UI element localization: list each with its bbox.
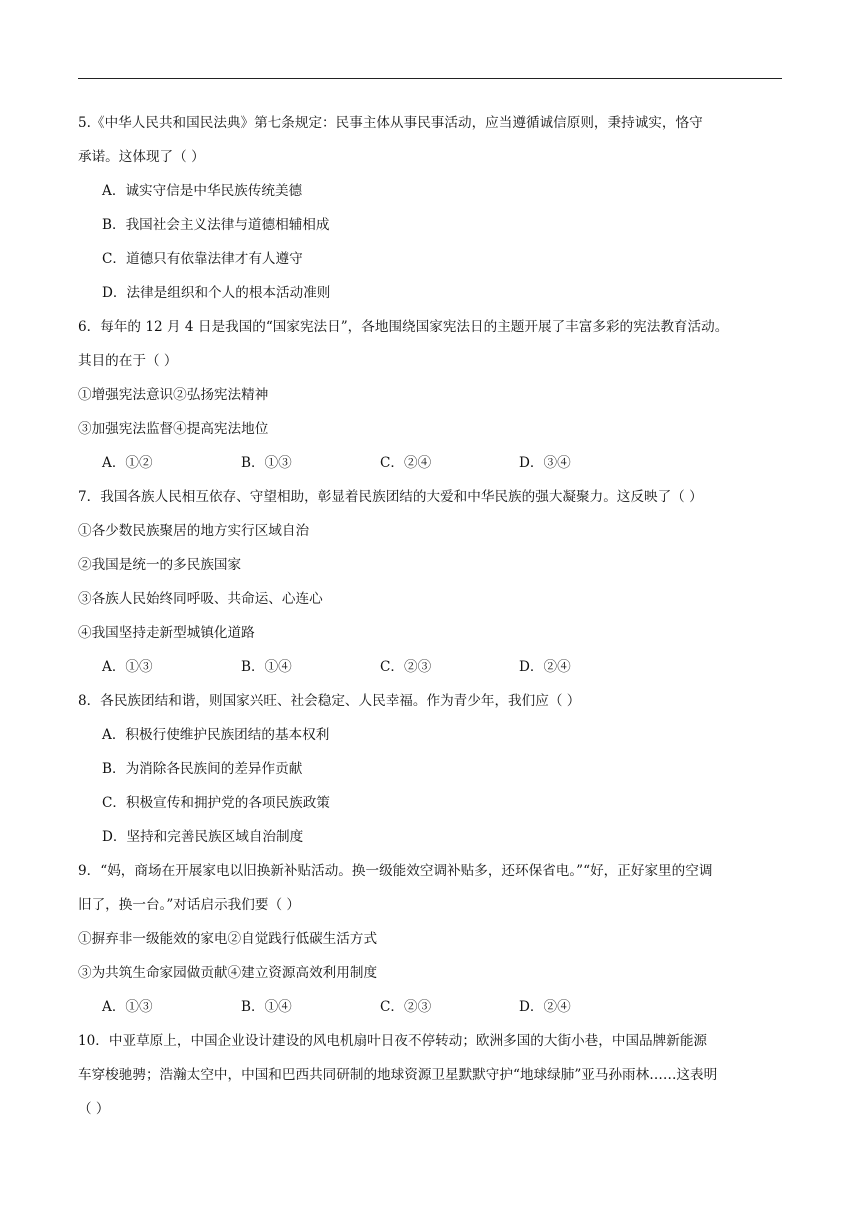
answer-option[interactable]: A．①③ [102,999,153,1015]
answer-option[interactable]: D．③④ [519,455,571,471]
answer-option[interactable]: C．道德只有依靠法律才有人遵守 [102,251,303,267]
answer-option[interactable]: C．②③ [380,659,432,675]
question-stem-line: 6．每年的 12 月 4 日是我国的“国家宪法日”，各地围绕国家宪法日的主题开展了丰富多彩的宪法教育活动。 [78,319,729,335]
question-6 [78,310,784,480]
answer-option[interactable]: B．①④ [241,999,292,1015]
answer-option[interactable]: B．①③ [241,455,292,471]
question-9 [78,854,784,1024]
answer-option[interactable]: A．诚实守信是中华民族传统美德 [102,183,303,199]
answer-options-row [78,650,784,684]
answer-option[interactable]: C．积极宣传和拥护党的各项民族政策 [102,795,330,811]
answer-option[interactable]: A．①② [102,455,153,471]
answer-options-row [78,990,784,1024]
question-5 [78,106,784,310]
answer-option[interactable]: B．我国社会主义法律与道德相辅相成 [102,217,330,233]
statement-line: ①增强宪法意识②弘扬宪法精神 [78,387,269,403]
statement-line: ④我国坚持走新型城镇化道路 [78,625,255,641]
answer-option[interactable]: C．②④ [380,455,432,471]
question-stem-line: 5.《中华人民共和国民法典》第七条规定：民事主体从事民事活动，应当遵循诚信原则，秉持诚实，恪守 [78,115,703,131]
answer-option[interactable]: D．坚持和完善民族区域自治制度 [102,829,304,845]
answer-options-row [78,446,784,480]
question-10 [78,1024,784,1126]
statement-line: ②我国是统一的多民族国家 [78,557,242,573]
statement-line: ③加强宪法监督④提高宪法地位 [78,421,269,437]
question-stem-line: 其目的在于（ ） [78,353,178,369]
question-stem-line: 8．各民族团结和谐，则国家兴旺、社会稳定、人民幸福。作为青少年，我们应（ ） [78,693,581,709]
answer-option[interactable]: D．法律是组织和个人的根本活动准则 [102,285,331,301]
question-stem-line: 7．我国各族人民相互依存、守望相助，彰显着民族团结的大爱和中华民族的强大凝聚力。这反映了（ ） [78,489,703,505]
question-stem-line: 10．中亚草原上，中国企业设计建设的风电机扇叶日夜不停转动；欧洲多国的大街小巷，中国品牌新能源 [78,1033,708,1049]
statement-line: ①各少数民族聚居的地方实行区域自治 [78,523,310,539]
question-7 [78,480,784,684]
header-rule [78,78,782,79]
exam-page [78,106,784,1126]
statement-line: ③为共筑生命家园做贡献④建立资源高效利用制度 [78,965,378,981]
question-stem-line: 车穿梭驰骋；浩瀚太空中，中国和巴西共同研制的地球资源卫星默默守护“地球绿肺”亚马孙雨林……这表明 [78,1067,718,1083]
answer-option[interactable]: D．②④ [519,999,571,1015]
question-8 [78,684,784,854]
statement-line: ①摒弃非一级能效的家电②自觉践行低碳生活方式 [78,931,378,947]
answer-option[interactable]: A．①③ [102,659,153,675]
answer-option[interactable]: D．②④ [519,659,571,675]
answer-option[interactable]: B．为消除各民族间的差异作贡献 [102,761,303,777]
question-stem-line: 旧了，换一台。”对话启示我们要（ ） [78,897,300,913]
question-stem-line: 9．“妈，商场在开展家电以旧换新补贴活动。换一级能效空调补贴多，还环保省电。”“好，正好家里的空调 [78,863,713,879]
question-stem-line: 承诺。这体现了（ ） [78,149,205,165]
question-stem-line: （ ） [78,1101,110,1117]
answer-option[interactable]: C．②③ [380,999,432,1015]
answer-option[interactable]: A．积极行使维护民族团结的基本权利 [102,727,330,743]
answer-option[interactable]: B．①④ [241,659,292,675]
statement-line: ③各族人民始终同呼吸、共命运、心连心 [78,591,323,607]
